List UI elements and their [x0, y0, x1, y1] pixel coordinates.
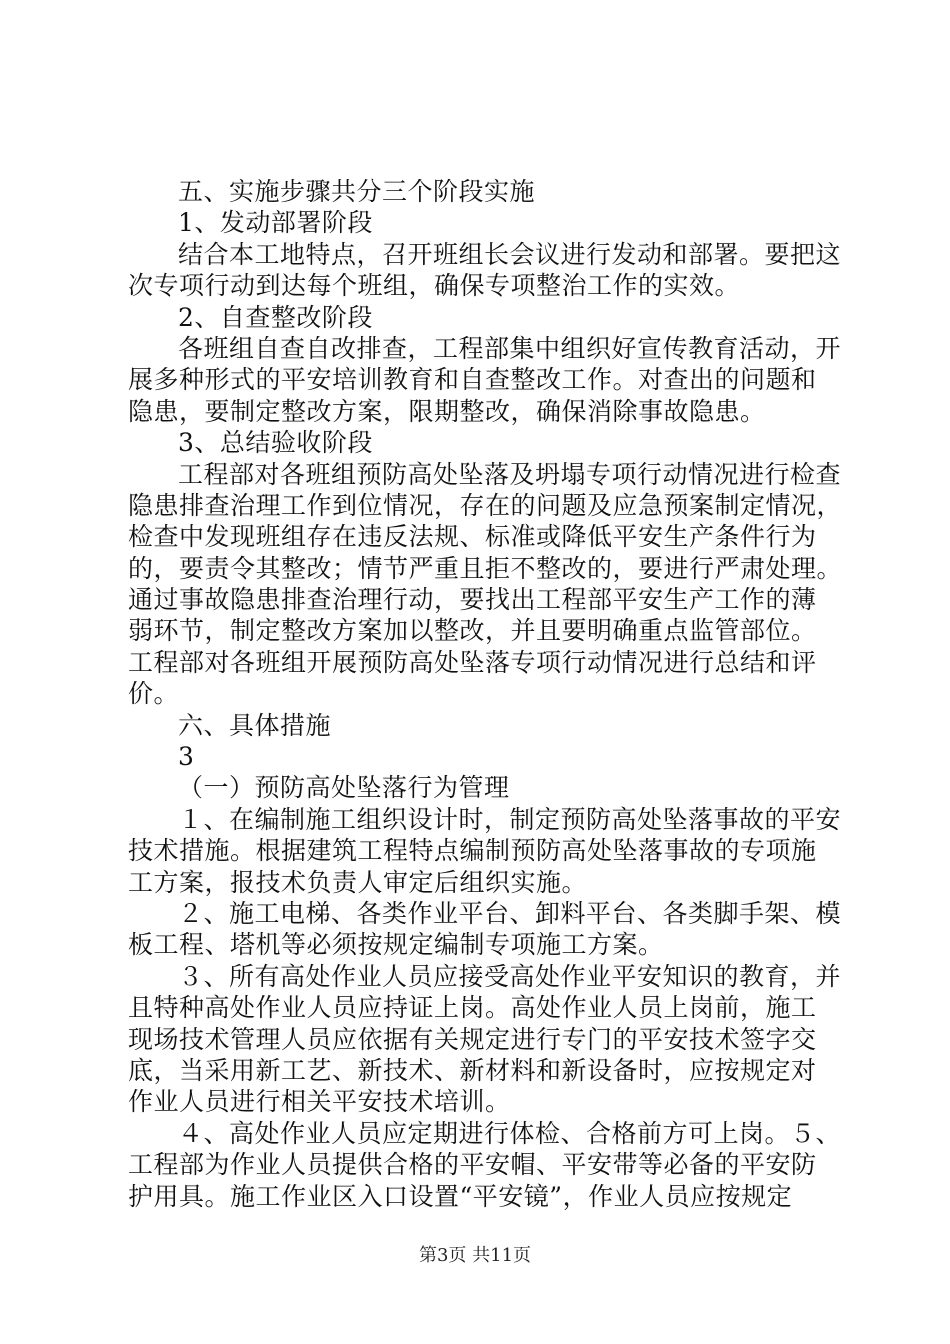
text-line: ３、所有高处作业人员应接受高处作业平安知识的教育，并 — [178, 961, 842, 991]
text-line: 底，当采用新工艺、新技术、新材料和新设备时，应按规定对 — [128, 1055, 817, 1085]
page-footer: 第3页 共11页 — [418, 1245, 532, 1266]
text-line: 1、发动部署阶段 — [178, 208, 373, 238]
text-line: 且特种高处作业人员应持证上岗。高处作业人员上岗前，施工 — [128, 993, 817, 1023]
text-line: 板工程、塔机等必须按规定编制专项施工方案。 — [128, 930, 664, 960]
text-line: １、在编制施工组织设计时，制定预防高处坠落事故的平安 — [178, 804, 842, 834]
text-line: 隐患排查治理工作到位情况，存在的问题及应急预案制定情况， — [128, 490, 843, 520]
text-line: ４、高处作业人员应定期进行体检、合格前方可上岗。５、 — [178, 1118, 842, 1148]
text-line: 护用具。施工作业区入口设置“平安镜”，作业人员应按规定 — [128, 1181, 793, 1211]
document-body — [128, 176, 843, 1212]
text-line: 作业人员进行相关平安技术培训。 — [128, 1087, 511, 1117]
text-line: 弱环节，制定整改方案加以整改，并且要明确重点监管部位。 — [128, 616, 817, 646]
text-line: 的，要责令其整改；情节严重且拒不整改的，要进行严肃处理。 — [128, 553, 843, 583]
text-line: 工程部为作业人员提供合格的平安帽、平安带等必备的平安防 — [128, 1150, 817, 1180]
text-line: 工方案，报技术负责人审定后组织实施。 — [128, 867, 588, 897]
text-line: 五、实施步骤共分三个阶段实施 — [178, 177, 536, 206]
text-line: 3、总结验收阶段 — [178, 428, 373, 458]
text-line: 通过事故隐患排查治理行动，要找出工程部平安生产工作的薄 — [128, 585, 817, 615]
text-line: 六、具体措施 — [178, 710, 332, 740]
text-line: 隐患，要制定整改方案，限期整改，确保消除事故隐患。 — [128, 396, 766, 426]
text-line: 检查中发现班组存在违反法规、标准或降低平安生产条件行为 — [128, 522, 817, 552]
text-line: 工程部对各班组开展预防高处坠落专项行动情况进行总结和评 — [128, 647, 817, 677]
text-line: 2、自查整改阶段 — [178, 302, 373, 332]
text-line: ２、施工电梯、各类作业平台、卸料平台、各类脚手架、模 — [178, 898, 842, 928]
text-line: （一）预防高处坠落行为管理 — [178, 773, 510, 803]
text-line: 3 — [178, 742, 195, 772]
text-line: 价。 — [128, 679, 180, 709]
text-line: 现场技术管理人员应依据有关规定进行专门的平安技术签字交 — [128, 1024, 817, 1054]
text-line: 结合本工地特点，召开班组长会议进行发动和部署。要把这 — [178, 239, 842, 269]
text-line: 展多种形式的平安培训教育和自查整改工作。对查出的问题和 — [128, 365, 817, 395]
text-line: 次专项行动到达每个班组，确保专项整治工作的实效。 — [128, 271, 741, 301]
text-line: 工程部对各班组预防高处坠落及坍塌专项行动情况进行检查 — [178, 459, 842, 489]
text-line: 技术措施。根据建筑工程特点编制预防高处坠落事故的专项施 — [128, 836, 817, 866]
text-line: 各班组自查自改排查，工程部集中组织好宣传教育活动，开 — [178, 333, 842, 363]
